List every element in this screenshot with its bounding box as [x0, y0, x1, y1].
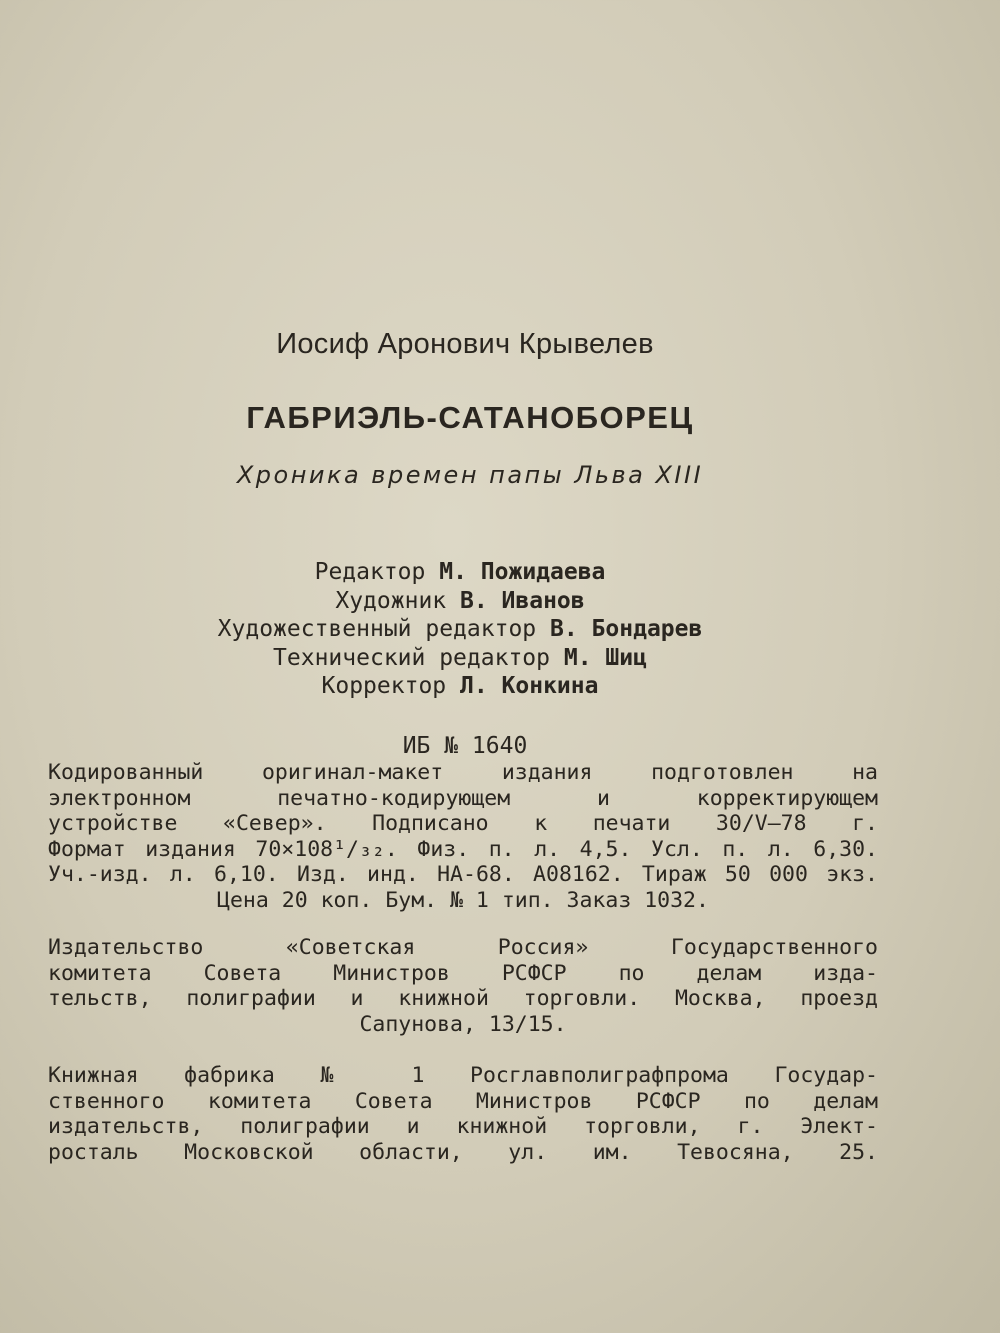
production-line: Формат издания 70×108¹/₃₂. Физ. п. л. 4,5. Усл. п. л. 6,30. — [48, 836, 878, 862]
production-line: Цена 20 коп. Бум. № 1 тип. Заказ 1032. — [217, 887, 709, 913]
printer-line: ственного комитета Совета Министров РСФСР по делам — [48, 1088, 878, 1114]
printer-line: издательств, полиграфии и книжной торговли, г. Элект- — [48, 1114, 878, 1139]
credit-line-editor — [0, 558, 920, 587]
credit-person: Л. Конкина — [460, 673, 599, 699]
credit-person: М. Шиц — [563, 644, 647, 671]
publisher-line: Издательство «Советская Россия» Государственного — [48, 935, 878, 960]
production-details — [48, 760, 878, 913]
printer-details — [48, 1063, 878, 1165]
credit-line-art-editor — [0, 615, 920, 644]
publisher-line: Сапунова, 13/15. — [359, 1011, 567, 1037]
credit-line-technical-editor — [0, 644, 920, 673]
credit-person: В. Бондарев — [550, 616, 703, 642]
credit-person: М. Пожидаева — [439, 559, 606, 585]
publisher-line: тельств, полиграфии и книжной торговли. Москва, проезд — [48, 986, 878, 1011]
credit-line-artist — [0, 587, 920, 616]
credit-line-proofreader — [0, 672, 920, 701]
reverse-page-show-through — [770, 10, 1000, 200]
imprint-number: ИБ № 1640 — [402, 733, 528, 759]
credit-role: Технический редактор — [273, 644, 550, 671]
author-name: Иосиф Аронович Крывелев — [276, 328, 654, 360]
publisher-line: комитета Совета Министров РСФСР по делам изда- — [48, 960, 878, 986]
book-subtitle: Хроника времен папы Льва XIII — [236, 461, 704, 489]
production-line: Кодированный оригинал-макет издания подготовлен на — [48, 760, 878, 785]
book-title: ГАБРИЭЛЬ-САТАНОБОРЕЦ — [246, 400, 694, 435]
production-line: устройстве «Север». Подписано к печати 30/V—78 г. — [48, 811, 878, 836]
credit-role: Корректор — [321, 673, 447, 699]
printer-line: Книжная фабрика № 1 Росглавполиграфпрома Государ- — [48, 1063, 878, 1088]
credit-role: Редактор — [314, 559, 426, 585]
credit-role: Художник — [335, 587, 447, 614]
production-line: электронном печатно-кодирующем и корректирующем — [48, 785, 878, 811]
publisher-details — [48, 935, 878, 1037]
production-line: Уч.-изд. л. 6,10. Изд. инд. НА-68. А08162. Тираж 50 000 экз. — [48, 862, 878, 887]
printer-line: росталь Московской области, ул. им. Тевосяна, 25. — [48, 1139, 878, 1165]
credit-role: Художественный редактор — [217, 616, 537, 642]
credits-list — [0, 558, 920, 701]
credit-person: В. Иванов — [460, 587, 585, 614]
